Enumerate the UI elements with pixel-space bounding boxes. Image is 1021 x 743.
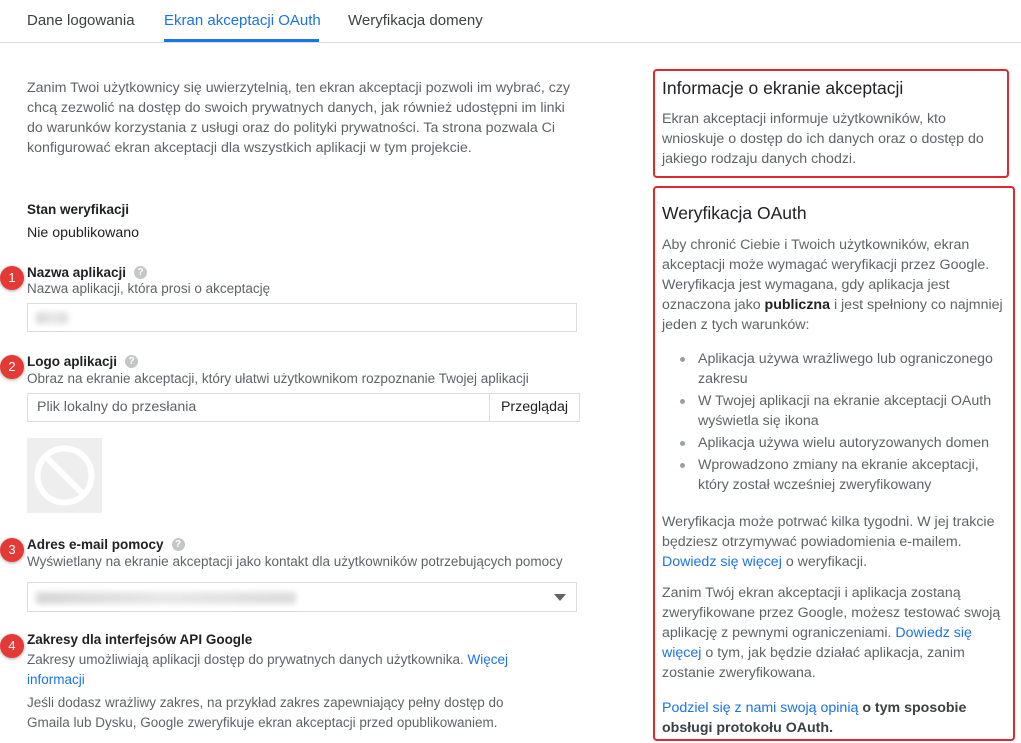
verification-duration-text	[662, 512, 1012, 572]
status-label: Stan weryfikacji	[27, 202, 130, 217]
testing-info-text	[662, 583, 1012, 683]
annotation-badge-1: 1	[0, 266, 24, 290]
verification-conditions-list	[662, 349, 1012, 497]
list-item: Aplikacja używa wrażliwego lub ograniczonego zakresu	[662, 349, 1012, 389]
logo-label: Logo aplikacji	[27, 354, 118, 369]
verification-intro-tail: i jest spełniony co najmniej jeden z tych warunków:	[662, 297, 1003, 333]
list-item: Aplikacja używa wielu autoryzowanych domen	[662, 433, 1012, 453]
learn-more-testing-link[interactable]: Dowiedz się więcej	[662, 625, 972, 661]
scopes-description	[27, 650, 547, 690]
feedback-text	[662, 698, 1007, 738]
public-emphasis: publiczna	[764, 297, 830, 313]
redacted-value	[36, 592, 296, 604]
duration-tail: o weryfikacji.	[785, 554, 868, 570]
annotation-badge-4: 4	[0, 634, 24, 658]
redacted-value	[36, 312, 68, 324]
dropdown-arrow-icon	[554, 594, 566, 601]
active-tab-indicator	[164, 39, 319, 42]
info-panel-text: Ekran akceptacji informuje użytkowników, kto wnioskuje o dostęp do ich danych oraz o dostęp do jakiego rodzaju danych chodzi.	[662, 111, 984, 167]
annotation-badge-2: 2	[0, 355, 24, 379]
duration-text: Weryfikacja może potrwać kilka tygodni. W jej trakcie będziesz otrzymywać powiadomienia e-mailem.	[662, 514, 995, 550]
testing-text: Zanim Twój ekran akceptacji i aplikacja zostaną zweryfikowane przez Google, możesz testować swoją aplikację z pewnymi ograniczeniami.	[662, 585, 1001, 641]
verification-intro-text: Aby chronić Ciebie i Twoich użytkowników, ekran akceptacji może wymagać weryfikacji przez Google. Weryfikacja jest wymagana, gdy aplikacja jest oznaczona jako	[662, 237, 990, 313]
tab-bar	[0, 0, 1021, 43]
scopes-label: Zakresy dla interfejsów API Google	[27, 632, 253, 647]
support-email-select[interactable]	[27, 582, 577, 612]
verification-intro	[662, 235, 1010, 335]
support-email-label: Adres e-mail pomocy	[27, 537, 164, 552]
scopes-note: Jeśli dodasz wrażliwy zakres, na przykład zakres zapewniający pełny dostęp do Gmaila lub Dysku, Google zweryfikuje ekran akceptacji przed opublikowaniem.	[27, 695, 504, 730]
logo-file-input[interactable]: Plik lokalny do przesłania	[27, 393, 490, 422]
tab-oauth-consent[interactable]: Ekran akceptacji OAuth	[164, 12, 321, 29]
help-icon[interactable]: ?	[134, 266, 147, 279]
feedback-link[interactable]: Podziel się z nami swoją opinią	[662, 700, 859, 716]
app-name-input[interactable]	[27, 303, 577, 332]
info-panel-title: Informacje o ekranie akceptacji	[662, 78, 904, 98]
tab-domain-verification[interactable]: Weryfikacja domeny	[348, 12, 483, 29]
app-name-description: Nazwa aplikacji, która prosi o akceptację	[27, 281, 271, 296]
list-item: W Twojej aplikacji na ekranie akceptacji OAuth wyświetla się ikona	[662, 391, 1012, 431]
app-name-label: Nazwa aplikacji	[27, 265, 127, 280]
support-email-description: Wyświetlany na ekranie akceptacji jako kontakt dla użytkowników potrzebujących pomocy	[27, 554, 563, 569]
help-icon[interactable]: ?	[172, 538, 185, 551]
verification-panel-title: Weryfikacja OAuth	[662, 203, 807, 223]
status-value: Nie opublikowano	[27, 225, 139, 241]
logo-description: Obraz na ekranie akceptacji, który ułatwi użytkownikom rozpoznanie Twojej aplikacji	[27, 371, 529, 386]
help-icon[interactable]: ?	[125, 355, 138, 368]
learn-more-verification-link[interactable]: Dowiedz się więcej	[662, 554, 782, 570]
tab-credentials[interactable]: Dane logowania	[27, 12, 135, 29]
testing-tail: o tym, jak będzie działać aplikacja, zanim zostanie zweryfikowana.	[662, 645, 965, 681]
annotation-badge-3: 3	[0, 538, 24, 562]
no-image-icon	[27, 438, 102, 513]
intro-text: Zanim Twoi użytkownicy się uwierzytelnią, ten ekran akceptacji pozwoli im wybrać, czy chcą zezwolić na dostęp do swoich prywatnych danych, jak również udostępni im linki do warunków korzystania z usługi oraz do polityki prywatności. Ta strona pozwala Ci konfigurować ekran akceptacji dla wszystkich aplikacji w tym projekcie.	[27, 80, 571, 156]
browse-button[interactable]: Przeglądaj	[489, 393, 580, 422]
feedback-bold-text: o tym sposobie obsługi protokołu OAuth.	[662, 700, 967, 736]
scopes-description-text: Zakresy umożliwiają aplikacji dostęp do prywatnych danych użytkownika.	[27, 652, 464, 667]
more-info-link[interactable]: Więcej informacji	[27, 652, 508, 687]
logo-preview	[27, 438, 102, 513]
list-item: Wprowadzono zmiany na ekranie akceptacji, który został wcześniej zweryfikowany	[662, 455, 1012, 495]
